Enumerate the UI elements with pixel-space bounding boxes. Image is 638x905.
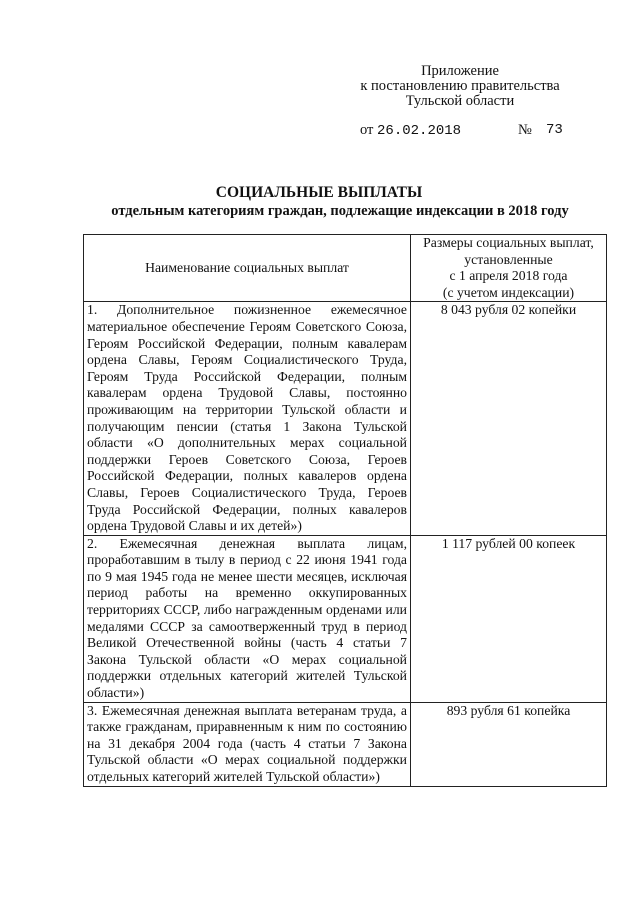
appendix-line-1: Приложение (421, 63, 499, 79)
table-row (84, 535, 607, 702)
document-title: СОЦИАЛЬНЫЕ ВЫПЛАТЫ (215, 184, 423, 201)
number-sign: № (518, 122, 532, 138)
table-row (84, 702, 607, 786)
header-amount-line: (с учетом индексации) (442, 284, 575, 300)
date-prefix: от (360, 122, 374, 138)
table-row (84, 302, 607, 535)
header-amount-line: Размеры социальных выплат, (423, 235, 594, 250)
resolution-dateline (360, 122, 563, 139)
payment-amount: 8 043 рубля 02 копейки (411, 302, 607, 535)
payments-table (83, 234, 607, 787)
payment-name: 1. Дополнительное пожизненное ежемесячное материальное обеспечение Героям Советского Союза, Героям Российской Федерации, полным кавалерам ордена Славы, Героям Социалистического Труда, Героям Труда Российской Федерации, полным кавалерам ордена Трудовой Славы, постоянно проживающим на территории Тульской области и получающим пенсии (статья 1 Закона Тульской области «О дополнительных мерах социальной поддержки Героев Советского Союза, Героев Российской Федерации, полных кавалеров ордена Славы, Героев Социалистического Труда, Героев Труда Российской Федерации, полных кавалеров ордена Трудовой Славы и их детей») (84, 302, 411, 535)
payment-amount: 1 117 рублей 00 копеек (411, 535, 607, 702)
appendix-line-3: Тульской области (405, 93, 515, 109)
document-subtitle: отдельным категориям граждан, подлежащие индексации в 2018 году (111, 203, 569, 219)
payment-name: 3. Ежемесячная денежная выплата ветеранам труда, а также гражданам, приравненным к ним по состоянию на 31 декабря 2004 года (часть 4 статьи 7 Закона Тульской области «О мерах социальной поддержки отдельных категорий жителей Тульской области») (84, 702, 411, 786)
header-name: Наименование социальных выплат (84, 235, 411, 302)
payment-name: 2. Ежемесячная денежная выплата лицам, проработавшим в тылу в период с 22 июня 1941 года по 9 мая 1945 года не менее шести месяцев, исключая период работы на временно оккупированных территориях СССР, либо награжденным орденами или медалями СССР за самоотверженный труд в период Великой Отечественной войны (часть 4 статьи 7 Закона Тульской области «О мерах социальной поддержки отдельных категорий жителей Тульской области») (84, 535, 411, 702)
appendix-line-2: к постановлению правительства (360, 78, 560, 94)
resolution-number: 73 (546, 122, 563, 138)
table-header-row (84, 235, 607, 302)
appendix-block (330, 64, 590, 109)
header-amount-line: с 1 апреля 2018 года (449, 268, 568, 284)
header-amount-line: установленные (464, 251, 553, 267)
payment-amount: 893 рубля 61 копейка (411, 702, 607, 786)
header-amount (411, 235, 607, 302)
resolution-date: 26.02.2018 (377, 123, 462, 139)
